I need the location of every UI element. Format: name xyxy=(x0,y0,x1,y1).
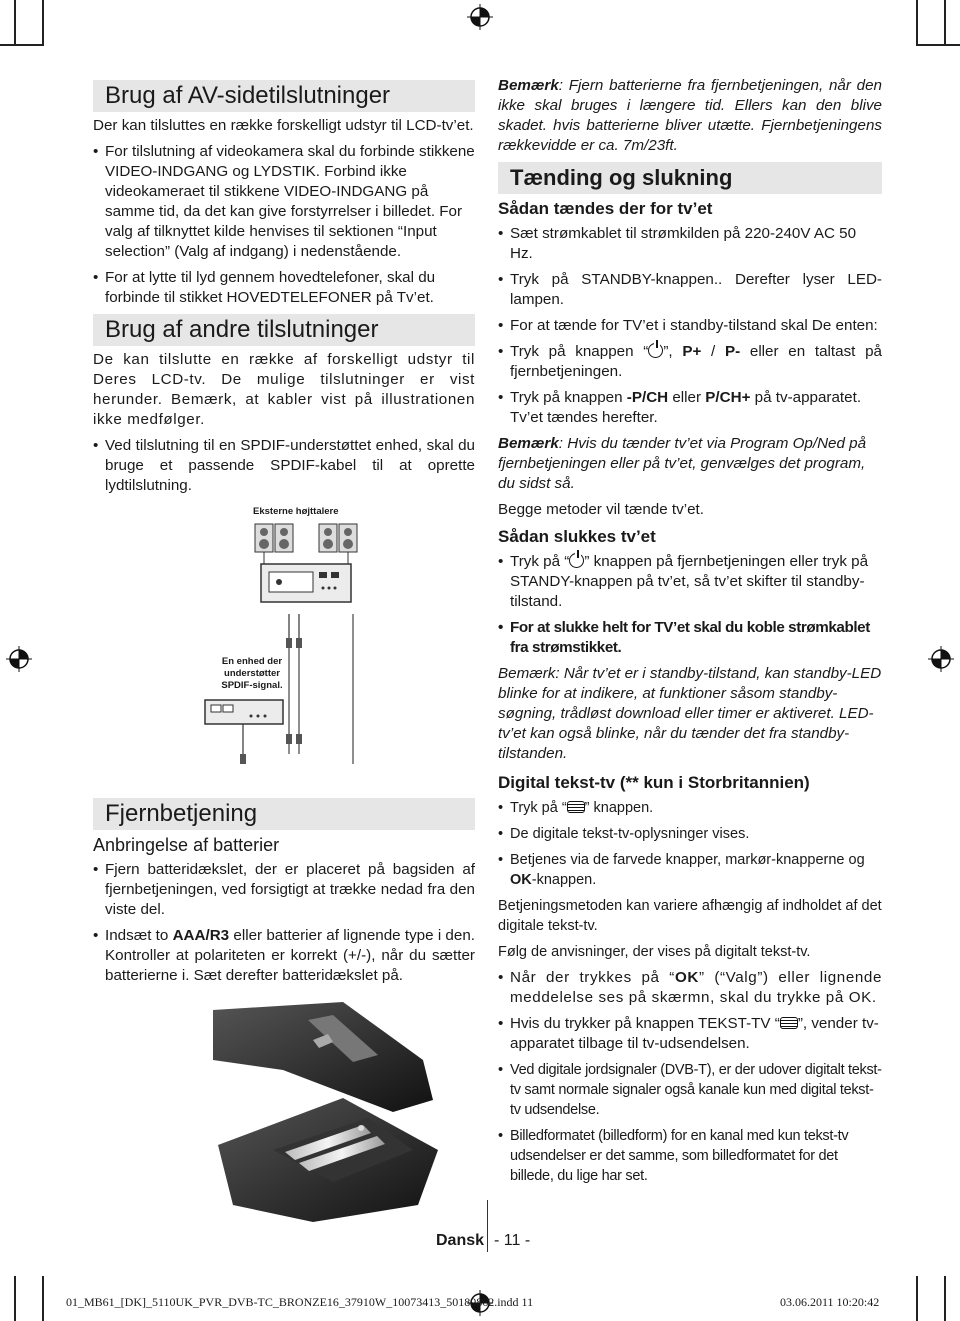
subheading-teletext: Digital tekst-tv (** kun i Storbritannien) xyxy=(498,773,810,792)
both-methods: Begge metoder vil tænde tv’et. xyxy=(498,501,704,518)
teletext-method: Betjeningsmetoden kan variere afhængig af indholdet af det digitale tekst-tv. xyxy=(498,898,882,934)
subheading-switch-on: Sådan tændes der for tv’et xyxy=(498,199,713,218)
text-run: OK xyxy=(674,969,699,986)
print-slug-date: 03.06.2011 10:20:42 xyxy=(780,1295,880,1309)
section-heading-power: Tænding og slukning xyxy=(498,162,882,194)
teletext-follow: Følg de anvisninger, der vises på digitalt tekst-tv. xyxy=(498,944,811,960)
text-run: ” knappen. xyxy=(584,800,654,816)
text-run: eller batterier af lignende type i den. Kontroller at polariteten er korrekt (+/-), når du sætter batterierne i. Sæt derefter batteridækslet på. xyxy=(105,927,475,984)
text-run: Tryk på “ xyxy=(510,800,567,816)
power-icon xyxy=(569,553,584,568)
crop-mark xyxy=(42,1276,44,1321)
text-run: Tryk på “ xyxy=(510,553,570,570)
subheading-switch-off: Sådan slukkes tv’et xyxy=(498,527,656,546)
right-column xyxy=(498,76,882,1192)
figure-label-device: En enhed der understøtter SPDIF-signal. xyxy=(221,656,283,691)
list-item: • For at tænde for TV’et i standby-tilstand skal De enten: xyxy=(498,316,882,336)
speakers-amplifier-illustration xyxy=(253,522,363,614)
text-run: på tv-apparatet. Tv’et tændes herefter. xyxy=(510,389,862,426)
standby-led-note: Bemærk: Når tv’et er i standby-tilstand, kan standby-LED blinke for at indikere, at funktioner såsom standby-søgning, trådløst download eller timer er aktiveret. LED-tv’et kan også blinke, når du tænder det fra standby-tilstanden. xyxy=(498,665,882,762)
spdif-device-illustration xyxy=(203,698,288,768)
section-heading-av: Brug af AV-sidetilslutninger xyxy=(93,80,475,112)
list-item: • For tilslutning af videokamera skal du forbinde stikkene VIDEO-INDGANG og LYDSTIK. Forbind ikke videokameraet til stikkene VIDEO-INDGANG på samme tid, da det kan give forstyrrelser i billedet. For valg af tilknyttet kilde henvises til sektionen “Input selection” (Valg af indgang) i nedenstående. xyxy=(93,142,475,262)
page-number: - 11 - xyxy=(494,1232,531,1249)
text-run: Når der trykkes på “ xyxy=(510,969,675,986)
crop-mark xyxy=(42,0,44,44)
list-item xyxy=(498,798,882,818)
page-footer xyxy=(436,1232,530,1250)
list-item xyxy=(498,388,882,428)
list-item: • Sæt strømkablet til strømkilden på 220-240V AC 50 Hz. xyxy=(498,224,882,264)
list-item: • Ved digitale jordsignaler (DVB-T), er der udover digitalt tekst-tv samt normale signaler også kanale kun med digital tekst-tv udsendelse. xyxy=(498,1060,882,1120)
spdif-connection-figure xyxy=(93,506,475,776)
text-run: -P/CH xyxy=(626,389,669,406)
crop-mark xyxy=(0,44,44,46)
registration-mark-icon xyxy=(928,646,954,672)
text-run: P- xyxy=(724,343,741,360)
text-run: eller xyxy=(668,389,706,406)
list-item xyxy=(93,926,475,986)
registration-mark-icon xyxy=(6,646,32,672)
text-run: eller en taltast på fjernbetjeningen. xyxy=(510,343,883,380)
battery-note xyxy=(498,76,882,156)
text-run: P+ xyxy=(682,343,702,360)
text-run: : Fjern batterierne fra fjernbetjeningen, når den ikke skal bruges i længere tid. Ellers kan den blive skadet. hvis batterierne bliver utætte. Fjernbetjeningens rækkevidde er ca. 7m/23ft. xyxy=(498,77,882,154)
section-heading-remote: Fjernbetjening xyxy=(93,798,475,830)
text-run: Hvis du trykker på knappen TEKST-TV “ xyxy=(510,1015,780,1032)
list-item: • De digitale tekst-tv-oplysninger vises. xyxy=(498,824,882,844)
list-item: • Ved tilslutning til en SPDIF-understøttet enhed, skal du bruge et passende SPDIF-kabel til at oprette lydtilslutning. xyxy=(93,436,475,496)
list-item: • For at lytte til lyd gennem hovedtelefoner, skal du forbinde til stikket HOVEDTELEFONER på Tv’et. xyxy=(93,268,475,308)
note-label: Bemærk xyxy=(498,77,559,94)
figure-label-speakers: Eksterne højttalere xyxy=(253,506,339,517)
program-note xyxy=(498,434,882,494)
text-run: P/CH+ xyxy=(705,389,751,406)
teletext-icon xyxy=(780,1017,798,1029)
battery-type: AAA/R3 xyxy=(172,927,230,944)
switch-off-list xyxy=(498,552,882,658)
list-item: • Billedformatet (billedform) for en kanal med kun tekst-tv udsendelser er det samme, som billedformatet for det billede, du lige har set. xyxy=(498,1126,882,1186)
av-intro: Der kan tilsluttes en række forskelligt udstyr til LCD-tv’et. xyxy=(93,117,474,134)
crop-mark xyxy=(916,1276,918,1321)
text-run: Indsæt to xyxy=(105,927,173,944)
text-run: ”, xyxy=(663,343,683,360)
print-slug-file: 01_MB61_[DK]_5110UK_PVR_DVB-TC_BRONZE16_37910W_10073413_50189862.indd 11 xyxy=(66,1295,534,1309)
list-item: • For at slukke helt for TV’et skal du koble strømkablet fra strømstikket. xyxy=(498,618,882,658)
text-run: OK xyxy=(510,872,532,888)
list-item: • Tryk på STANDBY-knappen.. Derefter lyser LED-lampen. xyxy=(498,270,882,310)
power-icon xyxy=(648,343,663,358)
list-item xyxy=(498,968,882,1008)
crop-mark xyxy=(944,1276,946,1321)
text-run: Tryk på knappen xyxy=(510,389,627,406)
crop-mark xyxy=(916,0,918,44)
list-item: • Fjern batteridækslet, der er placeret på bagsiden af fjernbetjeningen, ved forsigtigt at trække nedad fra den viste del. xyxy=(93,860,475,920)
subheading-batteries: Anbringelse af batterier xyxy=(93,835,280,855)
note-label: Bemærk xyxy=(498,435,559,452)
crop-mark xyxy=(14,1276,16,1321)
remote-battery-illustration xyxy=(193,1000,463,1225)
other-intro: De kan tilslutte en række af forskelligt udstyr til Deres LCD-tv. De mulige tilslutninger er vist herunder. Bemærk, at kabler vist på illustrationen ikke medfølger. xyxy=(93,351,475,428)
registration-mark-icon xyxy=(467,4,493,30)
switch-on-list xyxy=(498,224,882,428)
list-item xyxy=(498,850,882,890)
text-run: : Hvis du tænder tv’et via Program Op/Ned på fjernbetjeningen eller på tv’et, genvælges det program, du sidst så. xyxy=(498,435,867,492)
teletext-icon xyxy=(567,801,585,813)
crop-mark xyxy=(14,0,16,44)
footer-language: Dansk xyxy=(436,1232,485,1249)
left-column xyxy=(93,76,475,1230)
battery-installation-figure xyxy=(93,1000,475,1230)
teletext-list-b xyxy=(498,968,882,1186)
text-run: Betjenes via de farvede knapper, markør-knapperne og xyxy=(510,852,865,868)
list-item xyxy=(498,552,882,612)
list-item xyxy=(498,342,882,382)
section-heading-other: Brug af andre tilslutninger xyxy=(93,314,475,346)
text-run: / xyxy=(701,343,725,360)
text-run: ”, vender tv-apparatet tilbage til tv-udsendelsen. xyxy=(510,1015,879,1052)
other-list xyxy=(93,436,475,496)
teletext-list-a xyxy=(498,798,882,890)
list-item xyxy=(498,1014,882,1054)
battery-list xyxy=(93,860,475,986)
text-run: ” (“Valg”) eller lignende meddelelse ses på skærmn, skal du trykke på OK. xyxy=(510,969,883,1006)
crop-mark xyxy=(944,0,946,44)
crop-mark xyxy=(916,44,960,46)
text-run: Tryk på knappen “ xyxy=(510,343,649,360)
av-list xyxy=(93,142,475,308)
text-run: -knappen. xyxy=(531,872,597,888)
text-run: ” knappen på fjernbetjeningen eller tryk på STANDY-knappen på tv’et, så tv’et skifter til standby-tilstand. xyxy=(510,553,869,610)
